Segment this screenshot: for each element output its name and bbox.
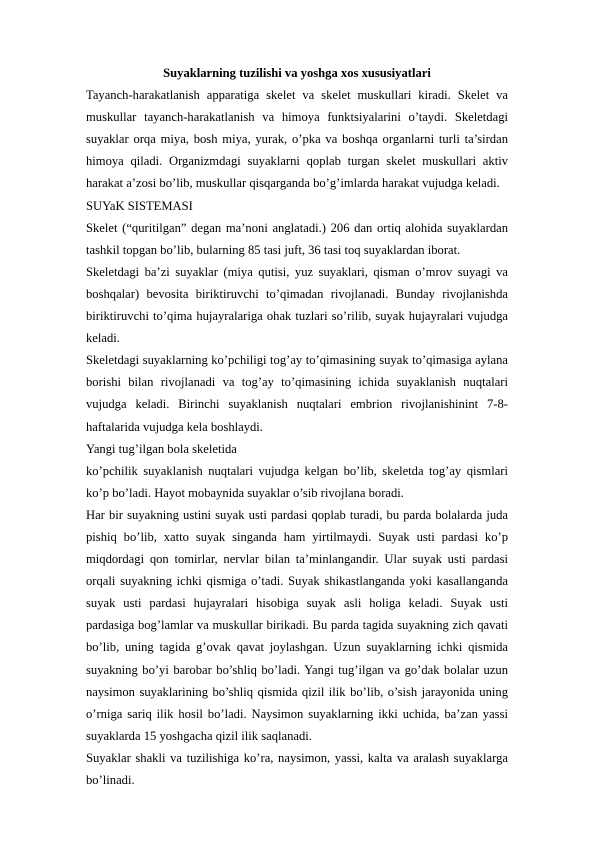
paragraph-bone-development-connective: Skeletdagi ba’zi suyaklar (miya qutisi, yuz suyaklari, qisman o’mrov suyagi va boshqalar) bevosita biriktiruvchi to’qimadan rivojlanadi. Bunday rivojlanishda biriktiruvchi to’qima hujayralariga ohak tuzlari so’rilib, suyak hujayralari vujudga keladi.: [86, 264, 508, 346]
document-title: Suyaklarning tuzilishi va yoshga xos xususiyatlari: [163, 66, 431, 80]
document-page: [86, 62, 508, 791]
paragraph-bone-development-cartilage: Skeletdagi suyaklarning ko’pchiligi tog’ay to’qimasining suyak to’qimasiga aylana borishi bilan rivojlanadi va tog’ay to’qimasining ichida suyaklanish nuqtalari vujudga keladi. Birinchi suyaklanish nuqtalari embrion rivojlanishinint 7-8- haftalarida vujudga kela boshlaydi.: [86, 353, 508, 434]
section-heading-bone-system: SUYaK SISTEMASI: [86, 198, 193, 213]
paragraph-bone-shapes: Suyaklar shakli va tuzilishiga ko’ra, naysimon, yassi, kalta va aralash suyaklarga bo’linadi.: [86, 750, 508, 787]
paragraph-ossification-points: ko’pchilik suyaklanish nuqtalari vujudga kelgan bo’lib, skeletda tog’ay qismlari ko’p bo’ladi. Hayot mobaynida suyaklar o’sib rivojlana boradi.: [86, 463, 508, 500]
paragraph-skeleton-definition: Skelet (“quritilgan” degan ma’noni anglatadi.) 206 dan ortiq alohida suyaklardan tashkil topgan bo’lib, bularning 85 tasi juft, 36 tasi toq suyaklardan iborat.: [86, 220, 508, 257]
subheading-newborn-skeleton: Yangi tug’ilgan bola skeletida: [86, 441, 237, 456]
paragraph-musculoskeletal-apparatus: Tayanch-harakatlanish apparatiga skelet va skelet muskullari kiradi. Skelet va muskullar tayanch-harakatlanish va himoya funktsiyalarini o’taydi. Skeletdagi suyaklar orqa miya, bosh miya, yurak, o’pka va boshqa organlarni turli ta’sirdan himoya qiladi. Organizmdagi suyaklarni qoplab turgan skelet muskullari aktiv harakat a’zosi bo’lib, muskullar qisqarganda bo’g’imlarda harakat vujudga keladi.: [86, 88, 508, 191]
paragraph-periosteum: Har bir suyakning ustini suyak usti pardasi qoplab turadi, bu parda bolalarda juda pishiq bo’lib, xatto suyak singanda ham yirtilmaydi. Suyak usti pardasi ko’p miqdordagi qon tomirlar, nervlar bilan ta’minlangandir. Ular suyak usti pardasi orqali suyakning ichki qismiga o’tadi. Suyak shikastlanganda yoki kasallanganda suyak usti pardasi hujayralari hisobiga suyak asli holiga keladi. Suyak usti pardasiga bog’lamlar va muskullar birikadi. Bu parda tagida suyakning zich qavati bo’lib, uning tagida g’ovak qavat joylashgan. Uzun suyaklarning ichki qismida suyakning bo’yi barobar bo’shliq bo’ladi. Yangi tug’ilgan va go’dak bolalar uzun naysimon suyaklarining bo’shliq qismida qizil ilik bo’lib, o’sish jarayonida uning o’rniga sariq ilik hosil bo’ladi. Naysimon suyaklarning ikki uchida, ba’zan yassi suyaklarda 15 yoshgacha qizil ilik saqlanadi.: [86, 507, 508, 743]
